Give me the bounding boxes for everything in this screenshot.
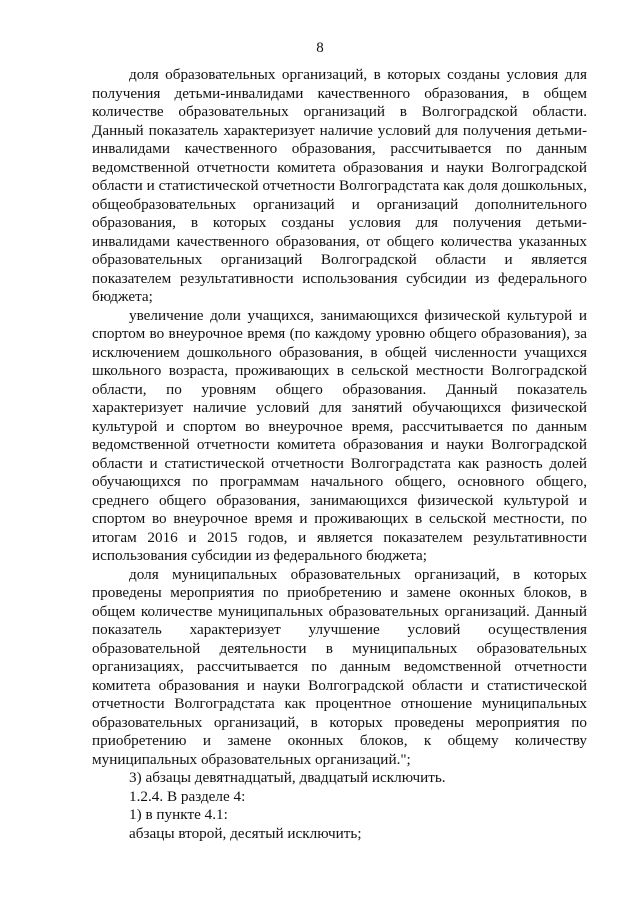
page-number: 8 [316,40,324,56]
paragraph-window-replacement-share: доля муниципальных образовательных организаций, в которых проведены мероприятия по приобретению и замене оконных блоков, в общем количестве муниципальных образовательных организаций. Данный показатель характеризует улучшение условий осуществления образовательной деятельности в муниципальных образовательных организациях, рассчитывается по данным ведомственной отчетности комитета образования и науки Волгоградской области и статистической отчетности Волгоградстата как процентное отношение муниципальных образовательных организаций, в которых проведены мероприятия по приобретению и замене оконных блоков, к общему количеству муниципальных образовательных организаций."; [92,565,587,768]
paragraph-item-1: 1) в пункте 4.1: [129,806,228,823]
paragraph-section-1-2-4: 1.2.4. В разделе 4: [129,787,246,805]
paragraph-rural-sports-share: увеличение доли учащихся, занимающихся физической культурой и спортом во внеурочное время (по каждому уровню общего образования), за исключением дошкольного образования, в общей численности учащихся школьного возраста, проживающих в сельской местности Волгоградской области, по уровням общего образования. Данный показатель характеризует наличие условий для занятий обучающихся физической культурой и спортом во внеурочное время, рассчитывается по данным ведомственной отчетности комитета образования и науки Волгоградской области и статистической отчетности Волгоградстата как разность долей обучающихся по программам начального общего, основного общего, среднего общего образования, занимающихся физической культурой и спортом во внеурочное время и проживающих в сельской местности, по итогам 2016 и 2015 годов, и является показателем результативности использования субсидии из федерального бюджета; [92,306,587,564]
paragraph-children-disabled-share: доля образовательных организаций, в которых созданы условия для получения детьми-инвалидами качественного образования, в общем количестве образовательных организаций в Волгоградской области. Данный показатель характеризует наличие условий для получения детьми-инвалидами качественного образования, рассчитывается по данным ведомственной отчетности комитета образования и науки Волгоградской области и статистической отчетности Волгоградстата как доля дошкольных, общеобразовательных организаций и организаций дополнительного образования, в которых созданы условия для получения детьми-инвалидами качественного образования, от общего количества указанных образовательных организаций Волгоградской области и является показателем результативности использования субсидии из федерального бюджета; [92,66,587,305]
paragraph-exclude-paragraphs: абзацы второй, десятый исключить; [129,824,362,842]
paragraph-item-3: 3) абзацы девятнадцатый, двадцатый исключить. [129,769,446,786]
document-body [92,66,587,843]
